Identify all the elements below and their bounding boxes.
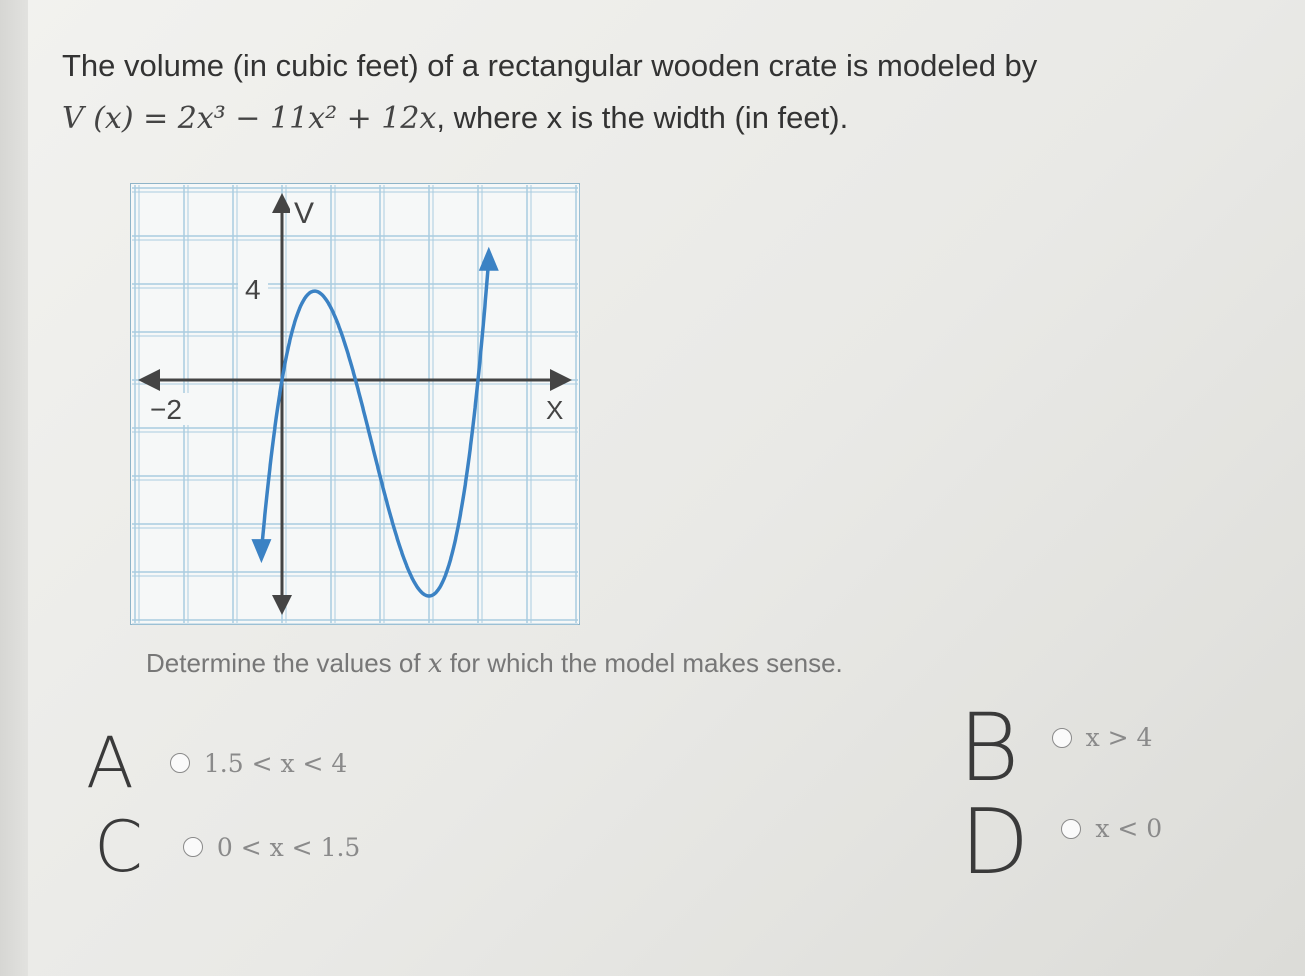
choice-b-text: x > 4 <box>1085 723 1153 752</box>
x-axis-label: X <box>546 395 564 425</box>
choice-b[interactable] <box>958 694 1152 803</box>
instruction-text <box>146 648 843 679</box>
question-intro: The volume (in cubic feet) of a rectangular wooden crate is modeled by <box>62 48 1038 83</box>
radio-choice-c[interactable] <box>183 837 203 857</box>
handwritten-letter-a: A <box>86 722 134 804</box>
question-text <box>62 40 1242 145</box>
left-panel-edge <box>0 0 28 976</box>
choice-a-text: 1.5 < x < 4 <box>203 748 348 778</box>
prompt-variable: x <box>427 649 443 679</box>
volume-formula: V (x) = 2x³ − 11x² + 12x <box>62 101 437 136</box>
x-tick-label-neg2: −2 <box>150 394 182 425</box>
choice-c[interactable] <box>94 806 360 888</box>
graph-frame <box>130 183 580 625</box>
y-tick-label-4: 4 <box>245 274 261 305</box>
radio-choice-b[interactable] <box>1052 728 1072 748</box>
radio-choice-a[interactable] <box>170 753 190 773</box>
choice-d[interactable] <box>960 790 1162 895</box>
handwritten-letter-b: B <box>958 694 1020 803</box>
y-axis-label: V <box>294 197 315 230</box>
choice-d-text: x < 0 <box>1095 814 1163 843</box>
handwritten-letter-d: D <box>960 790 1030 895</box>
choice-a[interactable] <box>86 722 347 804</box>
question-width-note: , where x is the width (in feet). <box>436 100 849 135</box>
handwritten-letter-c: C <box>94 806 143 888</box>
choice-c-text: 0 < x < 1.5 <box>216 832 361 862</box>
prompt-after: for which the model makes sense. <box>442 648 843 678</box>
radio-choice-d[interactable] <box>1061 819 1081 839</box>
volume-graph <box>130 183 580 625</box>
prompt-before: Determine the values of <box>146 648 428 678</box>
